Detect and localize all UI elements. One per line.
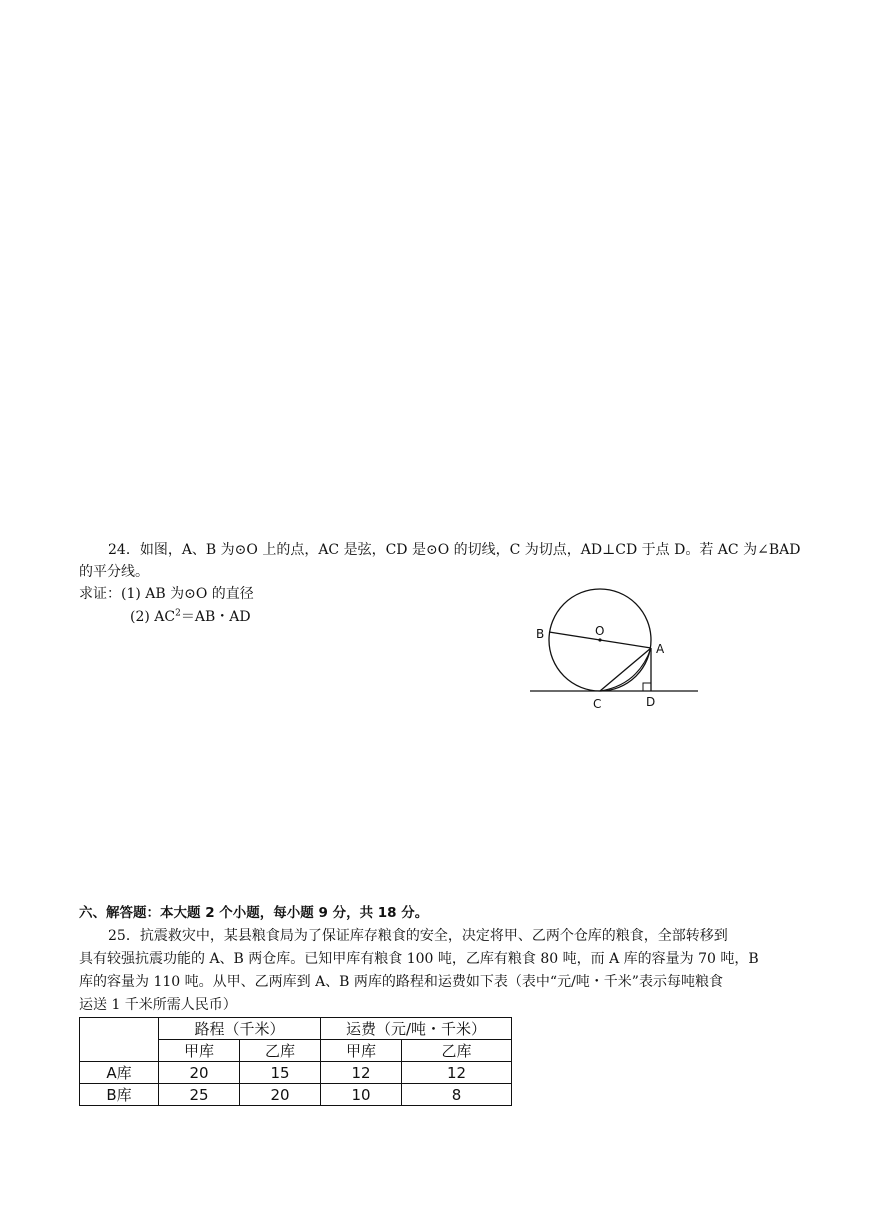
table-cell: 10 xyxy=(321,1084,402,1106)
table-cell: 15 xyxy=(240,1062,321,1084)
q24-line1: 24．如图，A、B 为⊙O 上的点，AC 是弦，CD 是⊙O 的切线，C 为切点，AD⊥CD 于点 D。若 AC 为∠BAD xyxy=(108,542,801,558)
table-cell: 8 xyxy=(402,1084,512,1106)
label-d: D xyxy=(646,695,656,709)
header-cost: 运费（元/吨・千米） xyxy=(321,1018,512,1040)
label-c: C xyxy=(593,697,602,711)
table-cell: 12 xyxy=(321,1062,402,1084)
q24-proof2-pre: (2) AC xyxy=(130,609,176,625)
q24-proof2 xyxy=(130,607,251,627)
subheader-cell: 乙库 xyxy=(402,1040,512,1062)
circle-figure xyxy=(520,585,710,715)
right-angle-mark xyxy=(643,683,651,691)
table-row xyxy=(80,1084,512,1106)
section6-heading: 六、解答题：本大题 2 个小题，每小题 9 分，共 18 分。 xyxy=(79,905,429,921)
q25-line4: 运送 1 千米所需人民币） xyxy=(79,997,237,1013)
q24-proof1: 求证：(1) AB 为⊙O 的直径 xyxy=(79,586,254,602)
table-header-row xyxy=(80,1018,512,1040)
table-row xyxy=(80,1062,512,1084)
q25-line2: 具有较强抗震功能的 A、B 两仓库。已知甲库有粮食 100 吨，乙库有粮食 80 吨，而 A 库的容量为 70 吨，B xyxy=(79,951,759,967)
subheader-cell: 甲库 xyxy=(159,1040,240,1062)
row-label: A库 xyxy=(80,1062,159,1084)
table-cell: 12 xyxy=(402,1062,512,1084)
header-distance: 路程（千米） xyxy=(159,1018,321,1040)
q24-proof2-post: ＝AB・AD xyxy=(180,609,251,625)
label-b: B xyxy=(536,627,545,641)
table-cell: 20 xyxy=(159,1062,240,1084)
table-corner-cell xyxy=(80,1018,159,1062)
subheader-cell: 乙库 xyxy=(240,1040,321,1062)
q24-proof2-sup: 2 xyxy=(175,608,181,619)
freight-table xyxy=(79,1017,512,1106)
q25-line1: 25．抗震救灾中，某县粮食局为了保证库存粮食的安全，决定将甲、乙两个仓库的粮食，全部转移到 xyxy=(108,928,728,944)
q24-line2: 的平分线。 xyxy=(79,564,149,580)
label-a: A xyxy=(656,642,665,656)
table-cell: 25 xyxy=(159,1084,240,1106)
subheader-cell: 甲库 xyxy=(321,1040,402,1062)
row-label: B库 xyxy=(80,1084,159,1106)
label-o: O xyxy=(595,624,605,638)
q25-line3: 库的容量为 110 吨。从甲、乙两库到 A、B 两库的路程和运费如下表（表中“元/吨・千米”表示每吨粮食 xyxy=(79,974,723,990)
center-point-o xyxy=(598,638,601,641)
table-cell: 20 xyxy=(240,1084,321,1106)
